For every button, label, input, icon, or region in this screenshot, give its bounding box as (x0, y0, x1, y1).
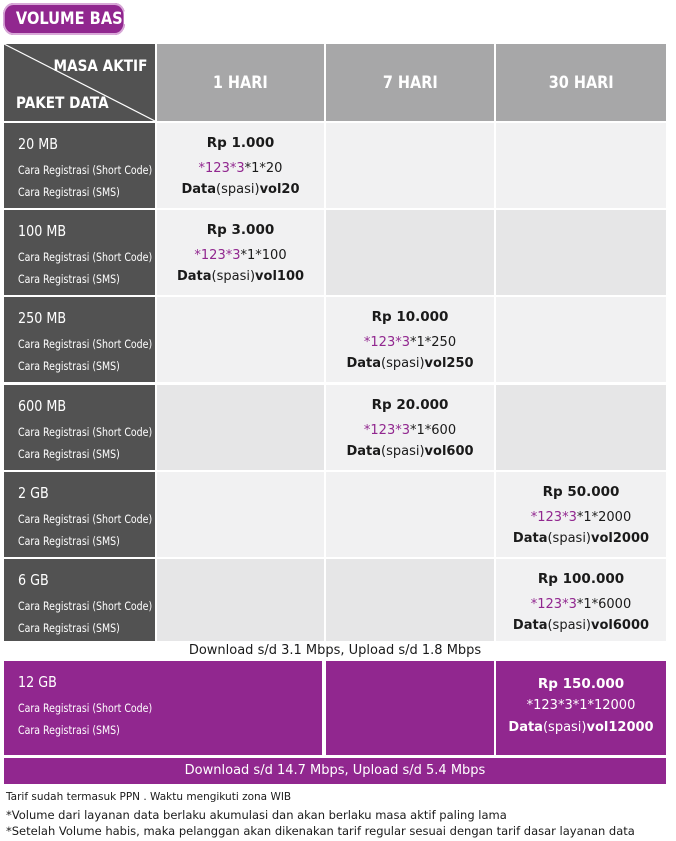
short-code: *123*3*1*2000 (530, 510, 632, 525)
short-code-label: Cara Registrasi (Short Code) (18, 163, 153, 177)
package-row (4, 297, 666, 382)
price: Rp 10.000 (371, 309, 449, 325)
empty-cell (496, 123, 666, 208)
sms-label: Cara Registrasi (SMS) (18, 185, 120, 199)
price-cell (326, 385, 494, 470)
package-label-cell (4, 123, 155, 208)
price: Rp 20.000 (371, 397, 449, 413)
sms-code: Data(spasi)vol2000 (512, 531, 650, 546)
corner-label-paket-data: PAKET DATA (16, 93, 109, 112)
sms-label: Cara Registrasi (SMS) (18, 534, 120, 548)
price-cell (496, 559, 666, 641)
short-code: *123*3*1*600 (363, 423, 457, 438)
header-col-30-hari: 30 HARI (496, 44, 666, 121)
empty-cell (496, 385, 666, 470)
package-row (4, 123, 666, 208)
package-row (4, 472, 666, 557)
sms-code: Data(spasi)vol12000 (508, 720, 654, 735)
sms-code: Data(spasi)vol100 (176, 269, 305, 284)
short-code-label: Cara Registrasi (Short Code) (18, 599, 153, 613)
short-code: *123*3*1*100 (194, 248, 287, 263)
short-code-label: Cara Registrasi (Short Code) (18, 425, 153, 439)
empty-cell (157, 472, 324, 557)
package-row-premium (4, 661, 666, 755)
corner-label-masa-aktif: MASA AKTIF (53, 56, 147, 75)
empty-cell (496, 297, 666, 382)
empty-cell (157, 297, 324, 382)
price-cell (496, 472, 666, 557)
short-code-label: Cara Registrasi (Short Code) (18, 701, 153, 715)
price-cell (157, 210, 324, 295)
package-name: 2 GB (18, 484, 49, 502)
short-code-label: Cara Registrasi (Short Code) (18, 337, 153, 351)
price: Rp 100.000 (537, 571, 625, 587)
empty-cell (496, 210, 666, 295)
regular-tariff-note: *Setelah Volume habis, maka pelanggan akan dikenakan tarif regular sesuai dengan tarif dasar layanan data (6, 824, 635, 838)
sms-label: Cara Registrasi (SMS) (18, 723, 120, 737)
package-label-cell (4, 385, 155, 470)
package-name: 6 GB (18, 571, 49, 589)
sms-code: Data(spasi)vol250 (346, 356, 474, 371)
header-corner (4, 44, 155, 121)
package-name: 12 GB (18, 673, 57, 691)
table-header-row (4, 44, 666, 121)
price: Rp 3.000 (206, 222, 275, 238)
empty-cell (326, 559, 494, 641)
short-code: *123*3*1*20 (198, 161, 283, 176)
volume-note: *Volume dari layanan data berlaku akumulasi dan akan berlaku masa aktif paling lama (6, 808, 507, 822)
package-row (4, 385, 666, 470)
sms-code: Data(spasi)vol6000 (512, 618, 650, 633)
package-name: 100 MB (18, 222, 67, 240)
package-label-cell (4, 472, 155, 557)
empty-cell (157, 385, 324, 470)
header-col-7-hari: 7 HARI (326, 44, 494, 121)
volume-based-badge: VOLUME BASED (3, 3, 125, 35)
package-label-cell (4, 210, 155, 295)
sms-code: Data(spasi)vol20 (181, 182, 300, 197)
short-code-label: Cara Registrasi (Short Code) (18, 512, 153, 526)
sms-label: Cara Registrasi (SMS) (18, 447, 120, 461)
package-name: 250 MB (18, 309, 67, 327)
short-code: *123*3*1*6000 (530, 597, 632, 612)
empty-cell (326, 123, 494, 208)
short-code: *123*3*1*12000 (526, 698, 636, 713)
price: Rp 50.000 (542, 484, 620, 500)
price-cell (326, 297, 494, 382)
package-name: 20 MB (18, 135, 59, 153)
package-name: 600 MB (18, 397, 67, 415)
empty-cell (326, 472, 494, 557)
package-row (4, 210, 666, 295)
price-cell (157, 123, 324, 208)
short-code: *123*3*1*250 (363, 335, 457, 350)
sms-label: Cara Registrasi (SMS) (18, 621, 120, 635)
sms-label: Cara Registrasi (SMS) (18, 272, 120, 286)
sms-code: Data(spasi)vol600 (346, 444, 474, 459)
premium-speed-note: Download s/d 14.7 Mbps, Upload s/d 5.4 Mbps (4, 758, 666, 784)
premium-price-cell (496, 661, 666, 755)
speed-note: Download s/d 3.1 Mbps, Upload s/d 1.8 Mbps (4, 641, 666, 661)
package-label-cell (4, 559, 155, 641)
tax-note: Tarif sudah termasuk PPN . Waktu mengikuti zona WIB (6, 791, 292, 803)
empty-cell (157, 559, 324, 641)
short-code-label: Cara Registrasi (Short Code) (18, 250, 153, 264)
premium-empty-cell (326, 661, 494, 755)
package-label-cell (4, 297, 155, 382)
empty-cell (326, 210, 494, 295)
package-row (4, 559, 666, 641)
price: Rp 1.000 (206, 135, 275, 151)
header-col-1-hari: 1 HARI (157, 44, 324, 121)
price: Rp 150.000 (537, 676, 625, 692)
sms-label: Cara Registrasi (SMS) (18, 359, 120, 373)
package-label-cell (4, 661, 322, 755)
